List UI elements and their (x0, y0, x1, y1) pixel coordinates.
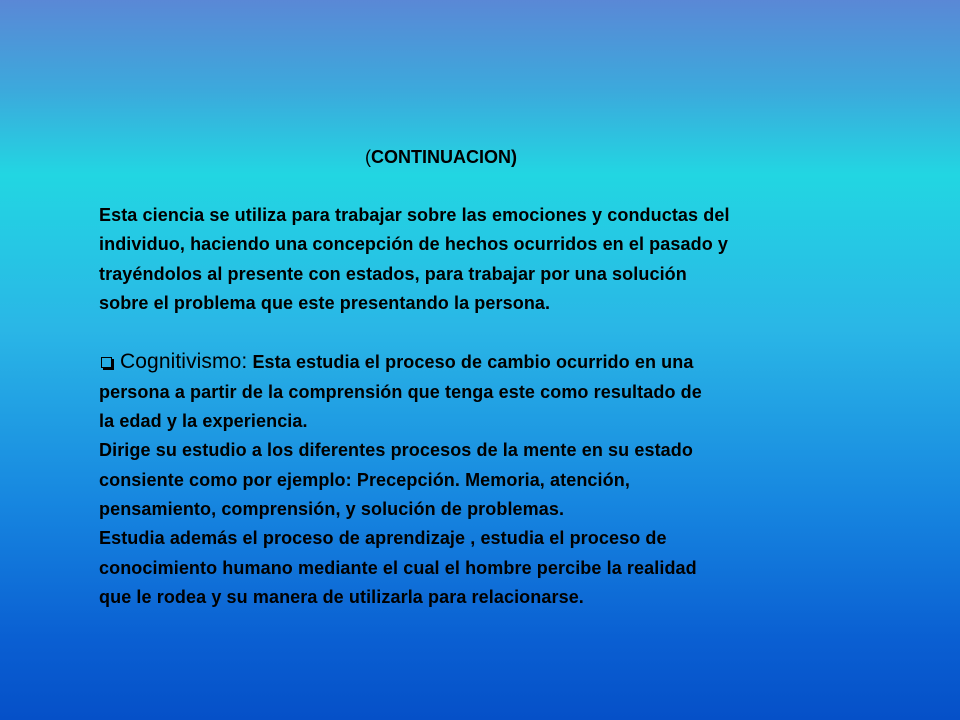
slide-heading (365, 144, 517, 170)
bullet-line: Estudia además el proceso de aprendizaje , estudia el proceso de (99, 528, 667, 549)
checkbox-bullet-icon (101, 357, 112, 368)
bullet-line: que le rodea y su manera de utilizarla para relacionarse. (99, 586, 584, 607)
paragraph-gap (99, 318, 839, 347)
slide-body (99, 201, 839, 612)
bullet-line: Dirige su estudio a los diferentes procesos de la mente en su estado (99, 440, 693, 461)
paragraph-line: individuo, haciendo una concepción de hechos ocurridos en el pasado y (99, 234, 729, 255)
bullet-first-line-text: Esta estudia el proceso de cambio ocurrido en una (247, 352, 694, 373)
bullet-line: persona a partir de la comprensión que tenga este como resultado de (99, 381, 702, 402)
paragraph-line: trayéndolos al presente con estados, para trabajar por una solución (99, 263, 687, 284)
paragraph-line: sobre el problema que este presentando la persona. (99, 292, 551, 313)
heading-word: CONTINUACION (371, 147, 511, 167)
bullet-first-line (99, 347, 839, 377)
bullet-line: pensamiento, comprensión, y solución de problemas. (99, 498, 565, 519)
bullet-line: la edad y la experiencia. (99, 411, 308, 432)
bullet-term: Cognitivismo: (120, 350, 248, 374)
bullet-line: consiente como por ejemplo: Precepción. Memoria, atención, (99, 469, 630, 490)
bullet-line: conocimiento humano mediante el cual el hombre percibe la realidad (99, 557, 697, 578)
paragraph-line: Esta ciencia se utiliza para trabajar sobre las emociones y conductas del (99, 205, 730, 225)
heading-open-paren: ( (365, 147, 371, 167)
heading-close-paren: ) (511, 147, 517, 167)
